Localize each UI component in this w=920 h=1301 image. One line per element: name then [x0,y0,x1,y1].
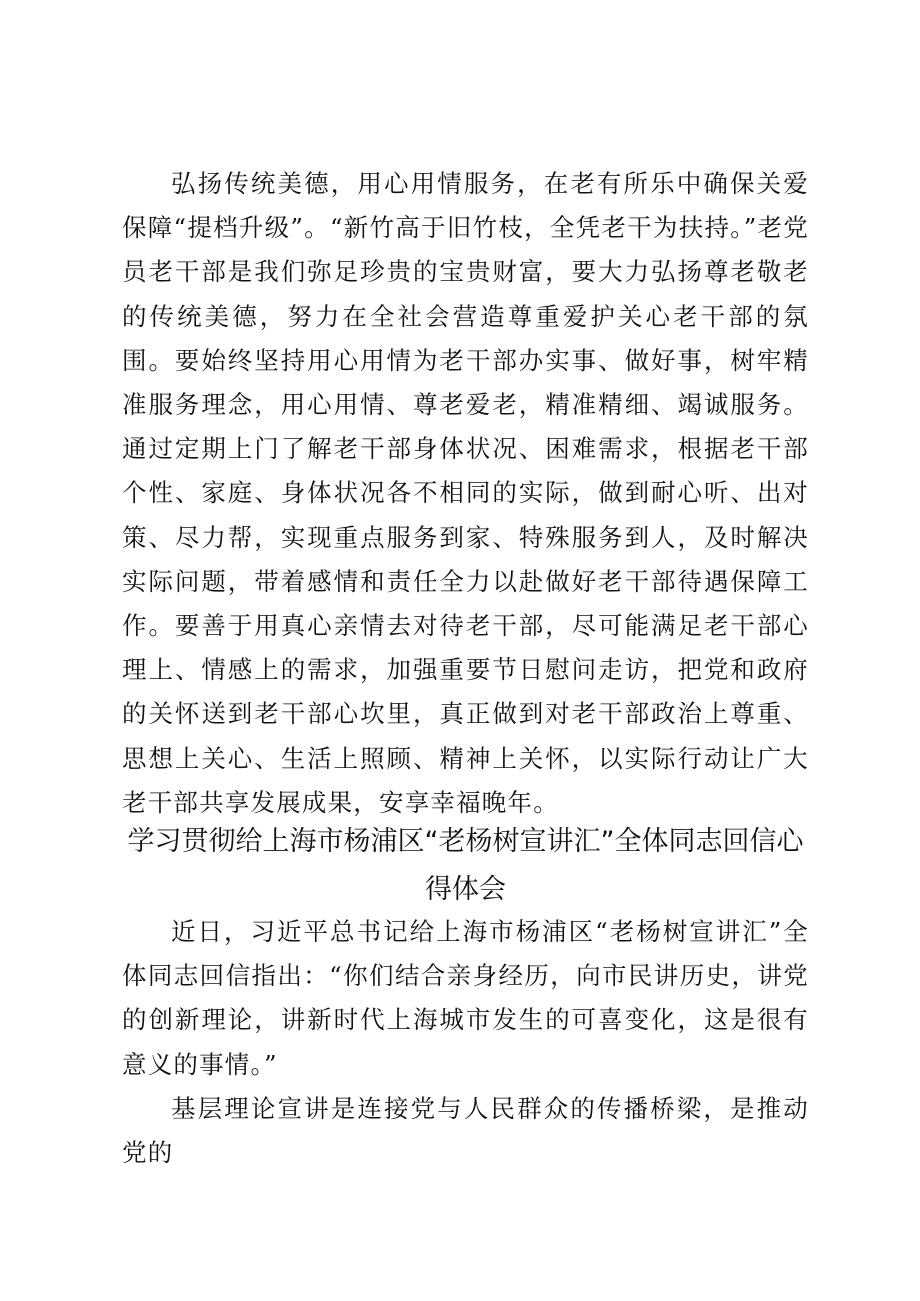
body-paragraph-3 [122,1087,809,1175]
body-paragraph-1 [122,162,809,825]
paragraph-text: 弘扬传统美德，用心用情服务，在老有所乐中确保关爱保障“提档升级”。“新竹高于旧竹枝，全凭老干为扶持。”老党员老干部是我们弥足珍贵的宝贵财富，要大力弘扬尊老敬老的传统美德，努力在全社会营造尊重爱护关心老干部的氛围。要始终坚持用心用情为老干部办实事、做好事，树牢精准服务理念，用心用情、尊老爱老，精准精细、竭诚服务。通过定期上门了解老干部身体状况、困难需求，根据老干部个性、家庭、身体状况各不相同的实际，做到耐心听、出对策、尽力帮，实现重点服务到家、特殊服务到人，及时解决实际问题，带着感情和责任全力以赴做好老干部待遇保障工作。要善于用真心亲情去对待老干部，尽可能满足老干部心理上、情感上的需求，加强重要节日慰问走访，把党和政府的关怀送到老干部心坎里，真正做到对老干部政治上尊重、思想上关心、生活上照顾、精神上关怀，以实际行动让广大老干部共享发展成果，安享幸福晚年。 [122,169,809,817]
paragraph-text: 基层理论宣讲是连接党与人民群众的传播桥梁，是推动党的 [122,1094,809,1168]
section-heading: 学习贯彻给上海市杨浦区“老杨树宣讲汇”全体同志回信心得体会 [127,826,804,905]
paragraph-text: 近日，习近平总书记给上海市杨浦区“老杨树宣讲汇”全体同志回信指出：“你们结合亲身经历，向市民讲历史，讲党的创新理论，讲新时代上海城市发生的可喜变化，这是很有意义的事情。” [122,917,809,1079]
body-paragraph-2 [122,910,809,1087]
